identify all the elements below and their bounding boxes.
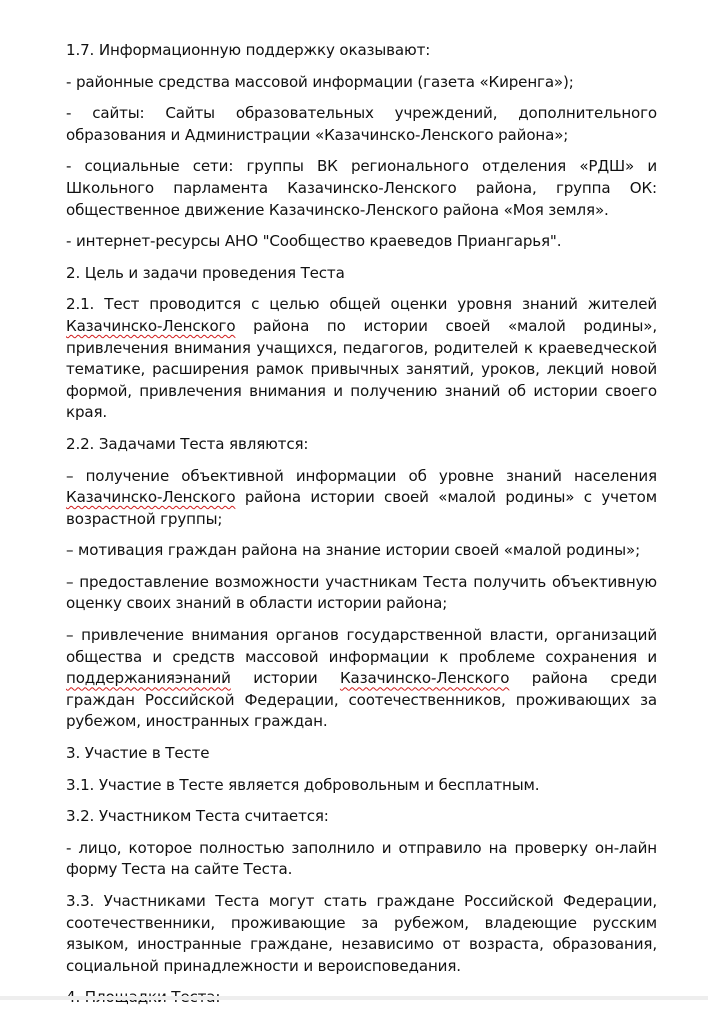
paragraph-task-2 (66, 540, 657, 562)
paragraph-text: – получение объективной информации об уровне знаний населения (66, 466, 657, 485)
paragraph-2-1 (66, 294, 657, 424)
paragraph-text: 2.1. Тест проводится с целью общей оценки уровня знаний жителей (66, 295, 657, 314)
paragraph-task-1 (66, 466, 657, 531)
paragraph-text: - сайты: Сайты образовательных учреждений, дополнительного образования и Администрации «Казачинско-Ленского района»; (66, 104, 657, 144)
paragraph-text: района по истории своей «малой родины», привлечения внимания учащихся, педагогов, родителей к краеведческой тематике, расширения рамок привычных занятий, уроков, лекций новой формой, привлечения внимания и получению знаний об истории своего края. (66, 316, 657, 422)
page-bottom-edge (0, 996, 708, 1000)
paragraph-internet (66, 231, 657, 253)
paragraph-2-2 (66, 434, 657, 456)
paragraph-3-3 (66, 891, 657, 977)
paragraph-social (66, 156, 657, 221)
spellcheck-word: поддержанияэнаний (66, 669, 231, 688)
spellcheck-word: Казачинско-Ленского (66, 488, 236, 507)
spellcheck-word: Казачинско-Ленского (339, 669, 510, 688)
section-heading-2 (66, 263, 657, 285)
paragraph-text: – привлечение внимания органов государственной власти, организаций общества и средств массовой информации к проблеме сохранения и (66, 626, 657, 666)
paragraph-task-4 (66, 625, 657, 733)
paragraph-text: - социальные сети: группы ВК регионального отделения «РДШ» и Школьного парламента Казачинско-Ленского района, группа ОК: общественное движение Казачинско-Ленского района «Моя земля». (66, 157, 657, 219)
paragraph-text: 3.2. Участником Теста считается: (66, 807, 329, 826)
document-body (66, 40, 657, 1019)
paragraph-text: – мотивация граждан района на знание истории своей «малой родины»; (66, 541, 641, 560)
paragraph-text: - интернет-ресурсы АНО "Сообщество краеведов Приангарья". (66, 232, 562, 251)
paragraph-text: - районные средства массовой информации (газета «Киренга»); (66, 72, 574, 91)
paragraph-text: истории (230, 669, 340, 688)
paragraph-text: района среди граждан Российской Федерации, соотечественников, проживающих за рубежом, иностранных граждан. (66, 669, 657, 731)
spellcheck-word: Казачинско-Ленского (66, 316, 236, 335)
paragraph-text: - лицо, которое полностью заполнило и отправило на проверку он-лайн форму Теста на сайте Теста. (66, 838, 657, 879)
paragraph-text: 3.1. Участие в Тесте является добровольным и бесплатным. (66, 775, 540, 794)
paragraph-text: района истории своей «малой родины» с учетом возрастной группы; (66, 488, 657, 528)
paragraph-task-3 (66, 572, 657, 615)
paragraph-3-2 (66, 806, 657, 828)
paragraph-media (66, 72, 657, 94)
heading-text: 2. Цель и задачи проведения Теста (66, 263, 345, 282)
paragraph-sites (66, 103, 657, 146)
paragraph-1-7 (66, 40, 657, 62)
paragraph-3-1 (66, 775, 657, 797)
paragraph-text: 3.3. Участниками Теста могут стать граждане Российской Федерации, соотечественники, проживающие за рубежом, владеющие русским языком, иностранные граждане, независимо от возраста, образования, социальной принадлежности и вероисповедания. (66, 892, 657, 975)
heading-text: 3. Участие в Тесте (66, 744, 210, 763)
section-heading-3 (66, 743, 657, 765)
paragraph-text: 2.2. Задачами Теста являются: (66, 434, 309, 453)
paragraph-text: – предоставление возможности участникам Теста получить объективную оценку своих знаний в области истории района; (66, 572, 657, 613)
paragraph-text: 1.7. Информационную поддержку оказывают: (66, 41, 431, 59)
paragraph-participant (66, 838, 657, 881)
